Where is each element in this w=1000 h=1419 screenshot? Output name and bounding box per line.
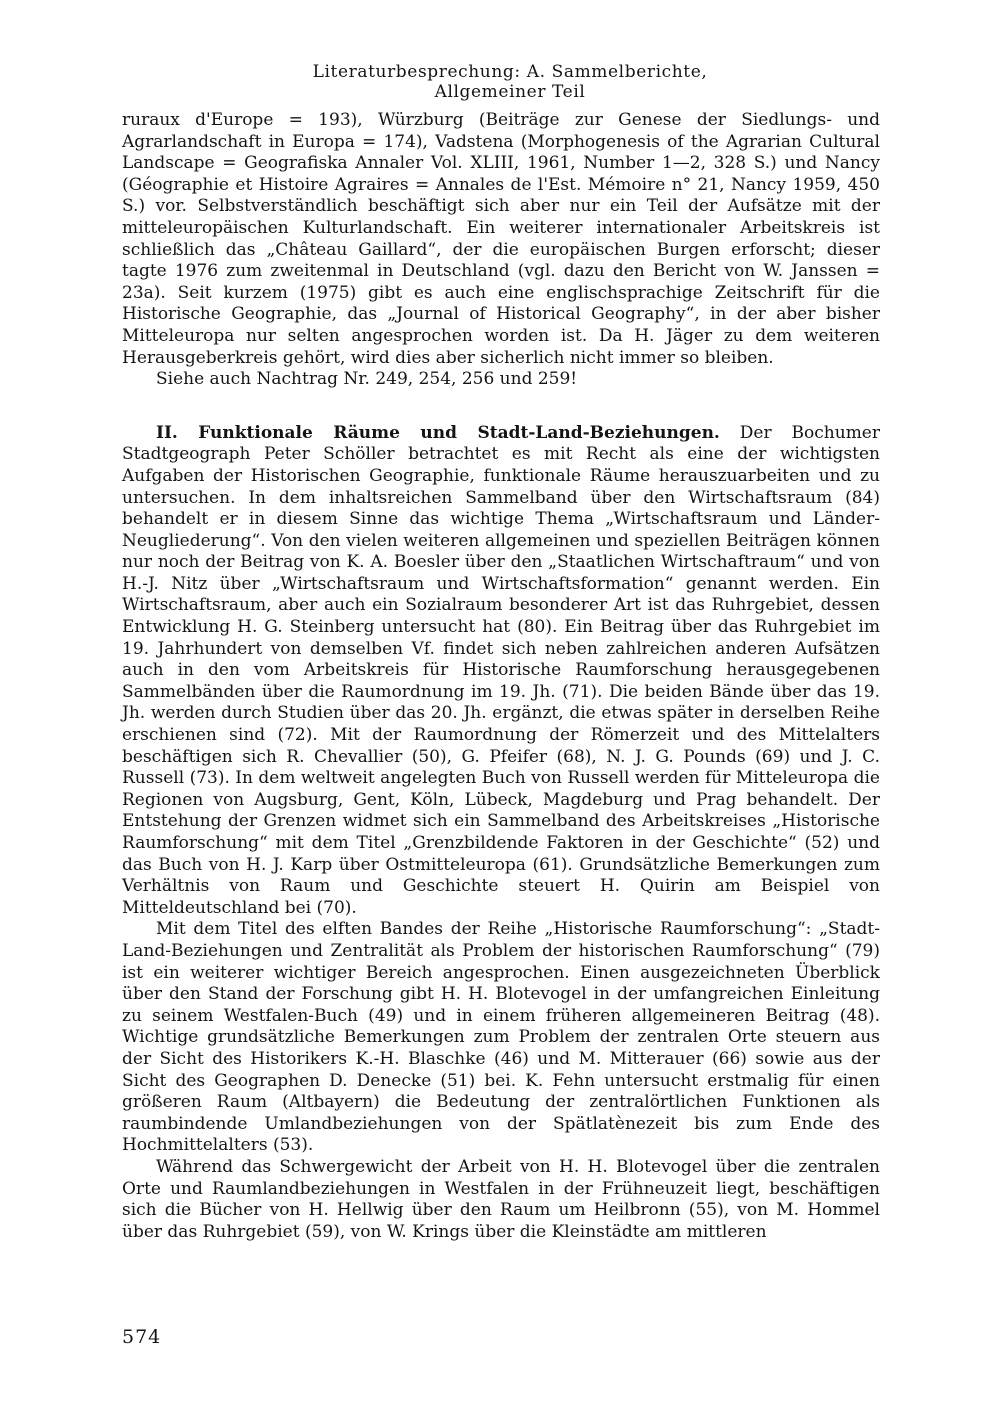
paragraph-stadt-land: Mit dem Titel des elften Bandes der Reihe „Historische Raumforschung“: „Stadt-Land-Beziehungen und Zentralität als Problem der historischen Raumforschung“ (79) ist ein weiterer wichtiger Bereich angesprochen. Einen ausgezeichneten Überblick über den Stand der Forschung gibt H. H. Blotevogel in der umfangreichen Einleitung zu seinem Westfalen-Buch (49) und in einem früheren allgemeineren Beitrag (48). Wichtige grundsätzliche Bemerkungen zum Problem der zentralen Orte steuern aus der Sicht des Historikers K.-H. Blaschke (46) und M. Mitterauer (66) sowie aus der Sicht des Geographen D. Denecke (51) bei. K. Fehn untersucht erstmalig für einen größeren Raum (Altbayern) die Bedeutung der zentralörtlichen Funktionen als raumbindende Umlandbeziehungen von der Spätlatènezeit bis zum Ende des Hochmittelalters (53). [122, 919, 880, 1156]
paragraph-see-also: Siehe auch Nachtrag Nr. 249, 254, 256 und 259! [156, 369, 578, 390]
section-ii-text: Der Bochumer Stadtgeograph Peter Schöller betrachtet es mit Recht als eine der wichtigsten Aufgaben der Historischen Geographie, funktionale Räume herauszuarbeiten und zu untersuchen. In dem inhaltsreichen Sammelband über den Wirtschaftsraum (84) behandelt er in diesem Sinne das wichtige Thema „Wirtschaftsraum und Länder-Neugliederung“. Von den vielen weiteren allgemeinen und speziellen Beiträgen können nur noch der Beitrag von K. A. Boesler über den „Staatlichen Wirtschaftraum“ und von H.-J. Nitz über „Wirtschaftsraum und Wirtschaftsformation“ genannt werden. Ein Wirtschaftsraum, aber auch ein Sozialraum besonderer Art ist das Ruhrgebiet, dessen Entwicklung H. G. Steinberg untersucht hat (80). Ein Beitrag über das Ruhrgebiet im 19. Jahrhundert von demselben Vf. findet sich neben zahlreichen anderen Aufsätzen auch in den vom Arbeitskreis für Historische Raumforschung herausgegebenen Sammelbänden über die Raumordnung im 19. Jh. (71). Die beiden Bände über das 19. Jh. werden durch Studien über das 20. Jh. ergänzt, die etwas später in derselben Reihe erschienen sind (72). Mit der Raumordnung der Römerzeit und des Mittelalters beschäftigen sich R. Chevallier (50), G. Pfeifer (68), N. J. G. Pounds (69) und J. C. Russell (73). In dem weltweit angelegten Buch von Russell werden für Mitteleuropa die Regionen von Augsburg, Gent, Köln, Lübeck, Magdeburg und Prag behandelt. Der Entstehung der Grenzen widmet sich ein Sammelband des Arbeitskreises „Historische Raumforschung“ mit dem Titel „Grenzbildende Faktoren in der Geschichte“ (52) und das Buch von H. J. Karp über Ostmitteleuropa (61). Grundsätzliche Bemerkungen zum Verhältnis von Raum und Geschichte steuert H. Quirin am Beispiel von Mitteldeutschland bei (70). [122, 422, 880, 918]
page-number: 574 [122, 1326, 162, 1348]
paragraph-schwergewicht: Während das Schwergewicht der Arbeit von H. H. Blotevogel über die zentralen Orte und Raumlandbeziehungen in Westfalen in der Frühneuzeit liegt, beschäftigen sich die Bücher von H. Hellwig über den Raum um Heilbronn (55), von M. Hommel über das Ruhrgebiet (59), von W. Krings über die Kleinstädte am mittleren [122, 1156, 880, 1242]
section-heading: II. Funktionale Räume und Stadt-Land-Beziehungen. [156, 422, 720, 443]
body-text [122, 110, 880, 1243]
paragraph-continuation: ruraux d'Europe = 193), Würzburg (Beiträge zur Genese der Siedlungs- und Agrarlandschaft in Europa = 174), Vadstena (Morphogenesis of the Agrarian Cultural Landscape = Geografiska Annaler Vol. XLIII, 1961, Number 1—2, 328 S.) und Nancy (Géographie et Histoire Agraires = Annales de l'Est. Mémoire n° 21, Nancy 1959, 450 S.) vor. Selbstverständlich beschäftigt sich aber nur ein Teil der Aufsätze mit der mitteleuropäischen Kulturlandschaft. Ein weiterer internationaler Arbeitskreis ist schließlich das „Château Gaillard“, der die europäischen Burgen erforscht; dieser tagte 1976 zum zweitenmal in Deutschland (vgl. dazu den Bericht von W. Janssen = 23a). Seit kurzem (1975) gibt es auch eine englischsprachige Zeitschrift für die Historische Geographie, das „Journal of Historical Geography“, in der aber bisher Mitteleuropa nur selten angesprochen worden ist. Da H. Jäger zu dem weiteren Herausgeberkreis gehört, wird dies aber sicherlich nicht immer so bleiben. [122, 110, 880, 368]
running-head: Literaturbesprechung: A. Sammelberichte, Allgemeiner Teil [312, 62, 708, 102]
paragraph-section-ii [122, 423, 880, 920]
